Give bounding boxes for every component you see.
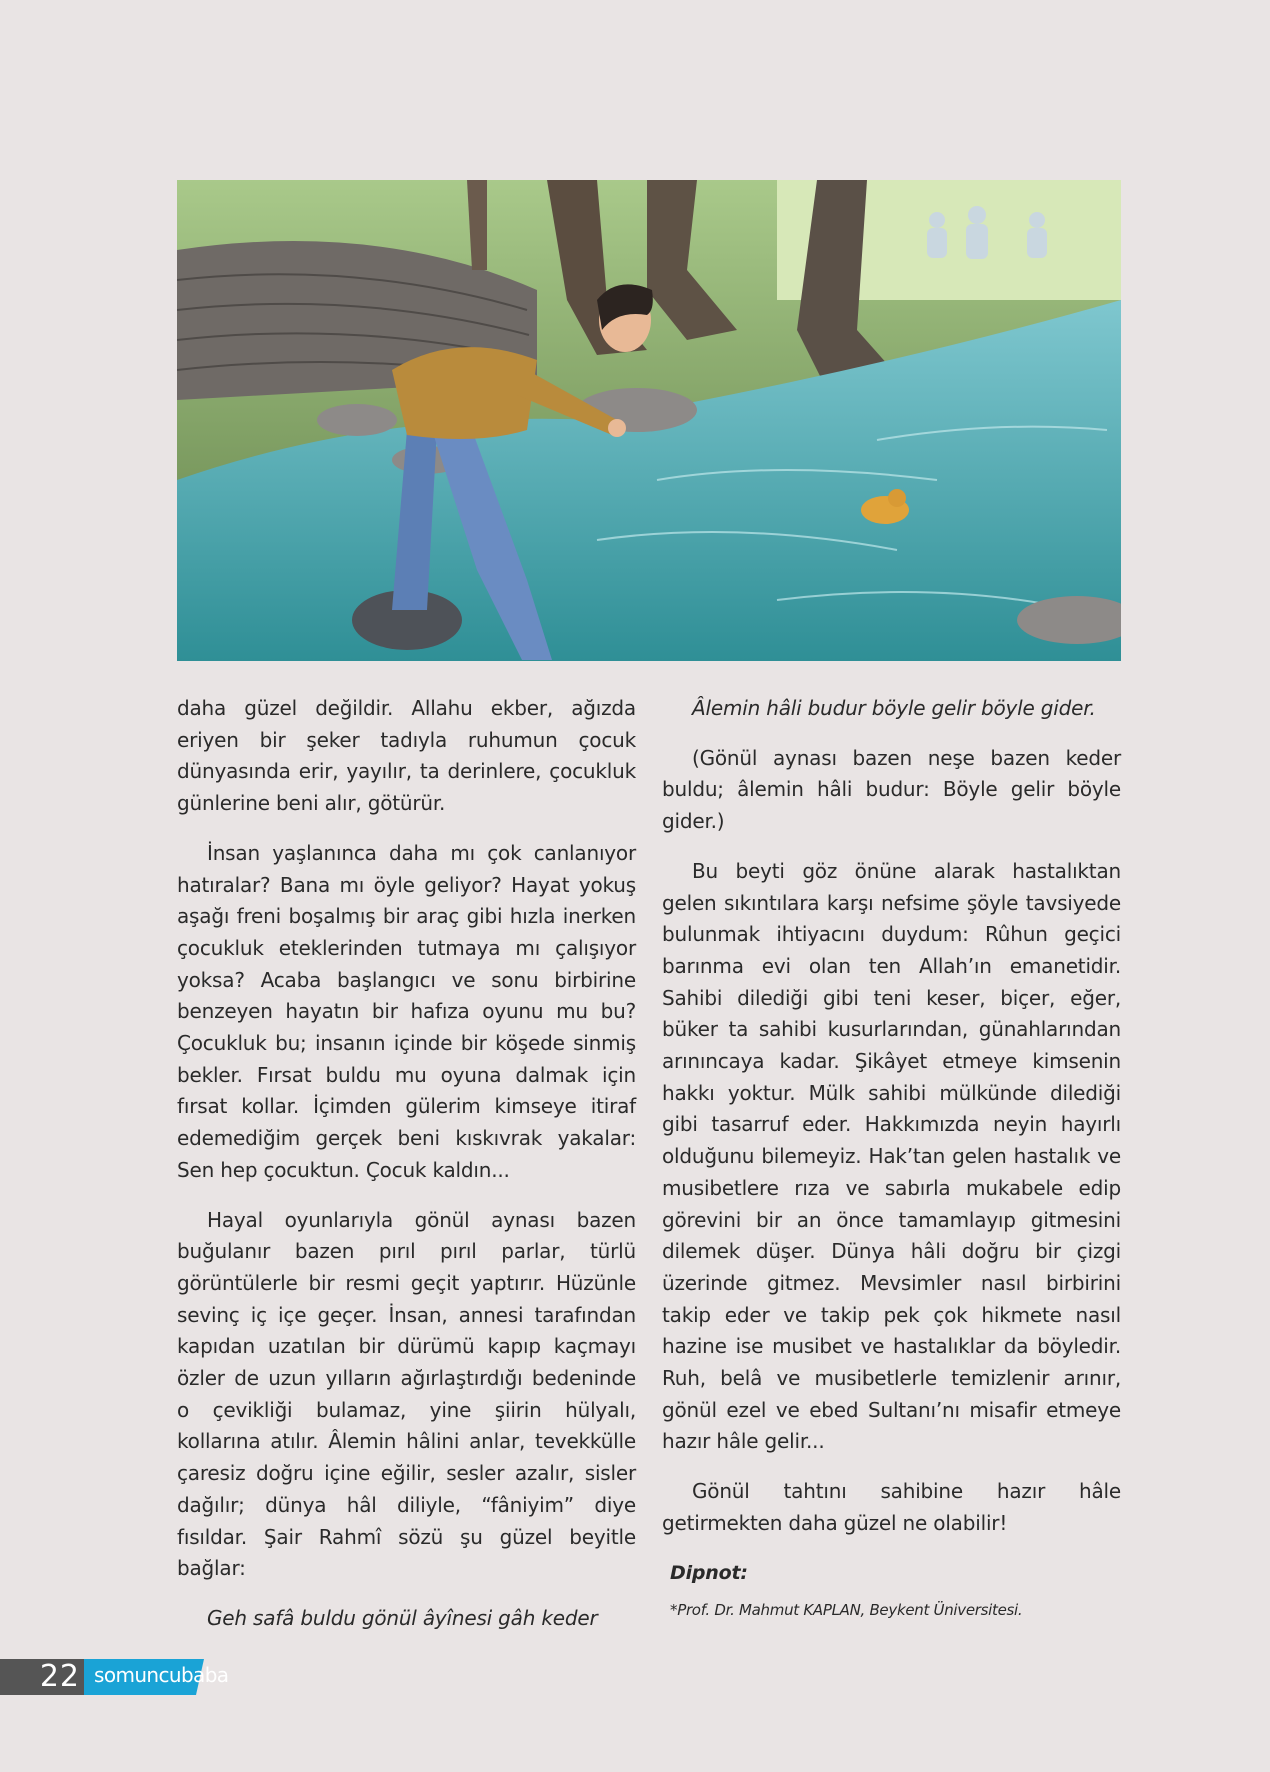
right-column <box>662 693 1121 1627</box>
paragraph-translation: (Gönül aynası bazen neşe bazen keder buldu; âlemin hâli budur: Böyle gelir böyle gider.) <box>662 745 1121 834</box>
boy-by-stream-illustration-icon <box>177 180 1121 661</box>
paragraph-5: Gönül tahtını sahibine hazır hâle getirmekten daha güzel ne olabilir! <box>662 1479 1121 1535</box>
paragraph-3: Hayal oyunlarıyla gönül aynası bazen buğulanır bazen pırıl pırıl parlar, türlü görüntülerle bir resmi geçit yaptırır. Hüzünle sevinç iç içe geçer. İnsan, annesi tarafından kapıdan uzatılan bir dürümü kapıp kaçmayı özler de uzun yılların ağırlaştırdığı bedeninde o çevikliği bulamaz, yine şiirin hülyalı, kollarına atılır. Âlemin hâlini anlar, tevekkülle çaresiz doğru içine eğilir, sesler azalır, sisler dağılır; dünya hâl diliyle, “fâniyim” diye fısıldar. Şair Rahmî sözü şu güzel beyitle bağlar: <box>177 1207 636 1581</box>
paragraph-4: Bu beyti göz önüne alarak hastalıktan gelen sıkıntılara karşı nefsime şöyle tavsiyede bulunmak ihtiyacını duydum: Rûhun geçici barınma evi olan ten Allah’ın emanetidir. Sahibi dilediği gibi teni keser, biçer, eğer, büker ta sahibi kusurlarından, günahlarından arınıncaya kadar. Şikâyet etmeye kimsenin hakkı yoktur. Mülk sahibi mülkünde dilediği gibi tasarruf eder. Hakkımızda neyin hayırlı olduğunu bilemeyiz. Hak’tan gelen hastalık ve musibetlere rıza ve sabırla mukabele edip görevini bir an önce tamamlayıp gitmesini dilemek düşer. Dünya hâli doğru bir çizgi üzerinde gitmez. Mevsimler nasıl birbirini takip eder ve takip pek çok hikmete nasıl hazine ise musibet ve hastalıklar da böyledir. Ruh, belâ ve musibetlerle temizlenir arınır, gönül ezel ve ebed Sultanı’nı misafir etmeye hazır hâle gelir... <box>662 858 1121 1454</box>
page-number: 22 <box>0 1659 90 1695</box>
footnote-text: *Prof. Dr. Mahmut KAPLAN, Beykent Üniversitesi. <box>670 1601 1023 1620</box>
brand-name: somuncubaba <box>94 1663 229 1687</box>
left-column <box>177 693 636 1653</box>
footnote-heading: Dipnot: <box>670 1561 748 1584</box>
article-illustration <box>177 180 1121 661</box>
verse-line-2: Âlemin hâli budur böyle gelir böyle gider. <box>692 696 1096 720</box>
magazine-brand <box>84 1659 229 1695</box>
paragraph-1: daha güzel değildir. Allahu ekber, ağızda eriyen bir şeker tadıyla ruhumun çocuk dünyasında erir, yayılır, ta derinlere, çocukluk günlerine beni alır, götürür. <box>177 696 636 816</box>
paragraph-2: İnsan yaşlanınca daha mı çok canlanıyor hatıralar? Bana mı öyle geliyor? Hayat yokuş aşağı freni boşalmış bir araç gibi hızla inerken çocukluk eteklerinden tutmaya mı çalışıyor yoksa? Acaba başlangıcı ve sonu birbirine benzeyen hayatın bir hafıza oyunu mu bu? Çocukluk bu; insanın içinde bir köşede sinmiş bekler. Fırsat buldu mu oyuna dalmak için fırsat kollar. İçimden gülerim kimseye itiraf edemediğim gerçek beni kıskıvrak yakalar: Sen hep çocuktun. Çocuk kaldın... <box>177 840 636 1182</box>
verse-line-1: Geh safâ buldu gönül âyînesi gâh keder <box>207 1605 598 1630</box>
